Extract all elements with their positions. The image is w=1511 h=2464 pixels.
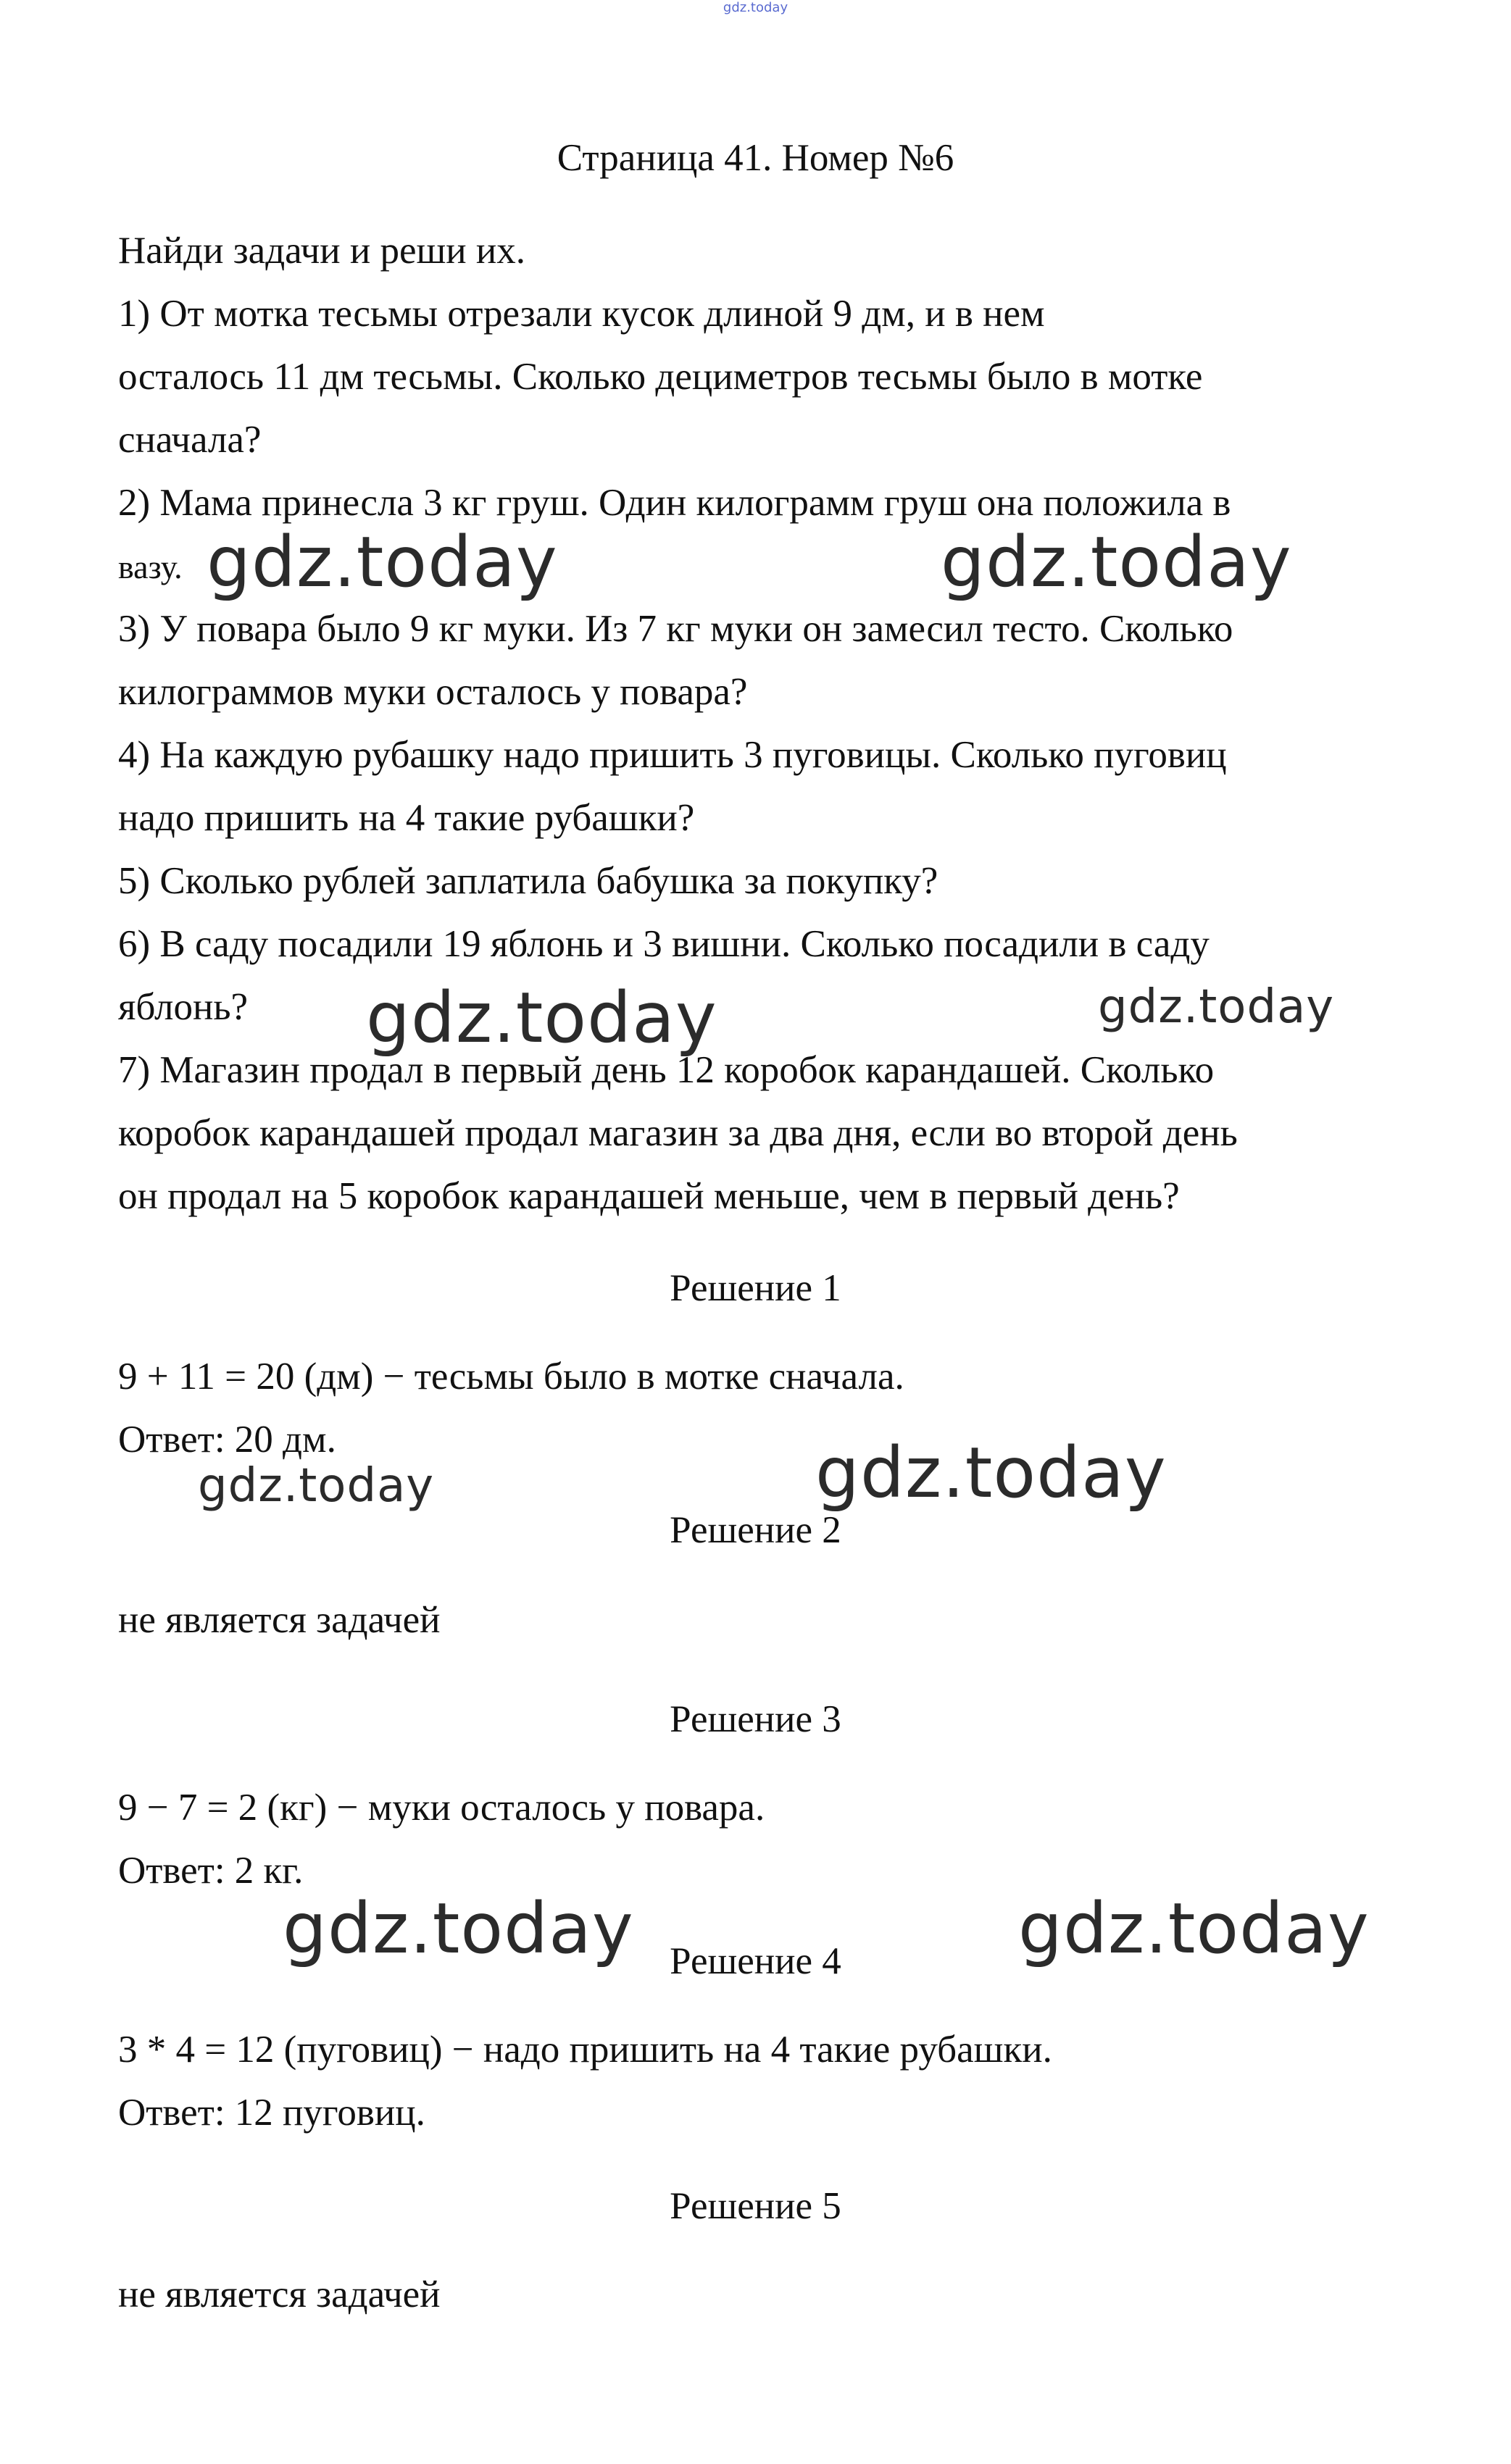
watermark: gdz.today	[198, 1459, 435, 1513]
solution-heading: Решение 5	[670, 2185, 841, 2227]
solution-line: не является задачей	[118, 2273, 441, 2315]
solution-heading: Решение 4	[670, 1940, 841, 1982]
task-line: 7) Магазин продал в первый день 12 коробок карандашей. Сколько	[118, 1049, 1215, 1091]
solution-heading: Решение 2	[670, 1509, 841, 1551]
solution-answer: Ответ: 20 дм.	[118, 1419, 336, 1461]
task-line: вазу.	[118, 548, 183, 585]
page-title: Страница 41. Номер №6	[557, 137, 954, 179]
watermark: gdz.today	[207, 522, 558, 603]
solution-line: 3 * 4 = 12 (пуговиц) − надо пришить на 4 такие рубашки.	[118, 2029, 1052, 2071]
solution-line: не является задачей	[118, 1599, 441, 1641]
watermark: gdz.today	[283, 1888, 634, 1969]
task-line: килограммов муки осталось у повара?	[118, 671, 748, 713]
task-line: осталось 11 дм тесьмы. Сколько дециметров тесьмы было в мотке	[118, 356, 1203, 398]
task-line: коробок карандашей продал магазин за два дня, если во второй день	[118, 1112, 1238, 1154]
task-line: 5) Сколько рублей заплатила бабушка за покупку?	[118, 860, 938, 902]
watermark: gdz.today	[815, 1432, 1167, 1513]
task-line: 6) В саду посадили 19 яблонь и 3 вишни. Сколько посадили в саду	[118, 923, 1210, 965]
task-line: он продал на 5 коробок карандашей меньше, чем в первый день?	[118, 1175, 1180, 1217]
watermark: gdz.today	[1018, 1888, 1370, 1969]
watermark: gdz.today	[941, 522, 1292, 603]
watermark: gdz.today	[366, 977, 717, 1058]
task-line: яблонь?	[118, 986, 249, 1028]
task-line: надо пришить на 4 такие рубашки?	[118, 797, 695, 839]
solution-answer: Ответ: 2 кг.	[118, 1850, 304, 1892]
solution-line: 9 + 11 = 20 (дм) − тесьмы было в мотке сначала.	[118, 1356, 904, 1398]
solution-line: 9 − 7 = 2 (кг) − муки осталось у повара.	[118, 1787, 765, 1829]
task-intro: Найди задачи и реши их.	[118, 230, 526, 272]
task-line: 4) На каждую рубашку надо пришить 3 пуговицы. Сколько пуговиц	[118, 734, 1227, 776]
watermark: gdz.today	[1098, 980, 1335, 1034]
solution-heading: Решение 3	[670, 1698, 841, 1740]
task-line: 1) От мотка тесьмы отрезали кусок длиной 9 дм, и в нем	[118, 293, 1045, 335]
header-watermark: gdz.today	[723, 0, 788, 15]
task-line: 2) Мама принесла 3 кг груш. Один килограмм груш она положила в	[118, 482, 1231, 524]
task-line: сначала?	[118, 419, 262, 461]
task-line: 3) У повара было 9 кг муки. Из 7 кг муки он замесил тесто. Сколько	[118, 608, 1233, 650]
solution-answer: Ответ: 12 пуговиц.	[118, 2092, 425, 2134]
solution-heading: Решение 1	[670, 1267, 841, 1309]
